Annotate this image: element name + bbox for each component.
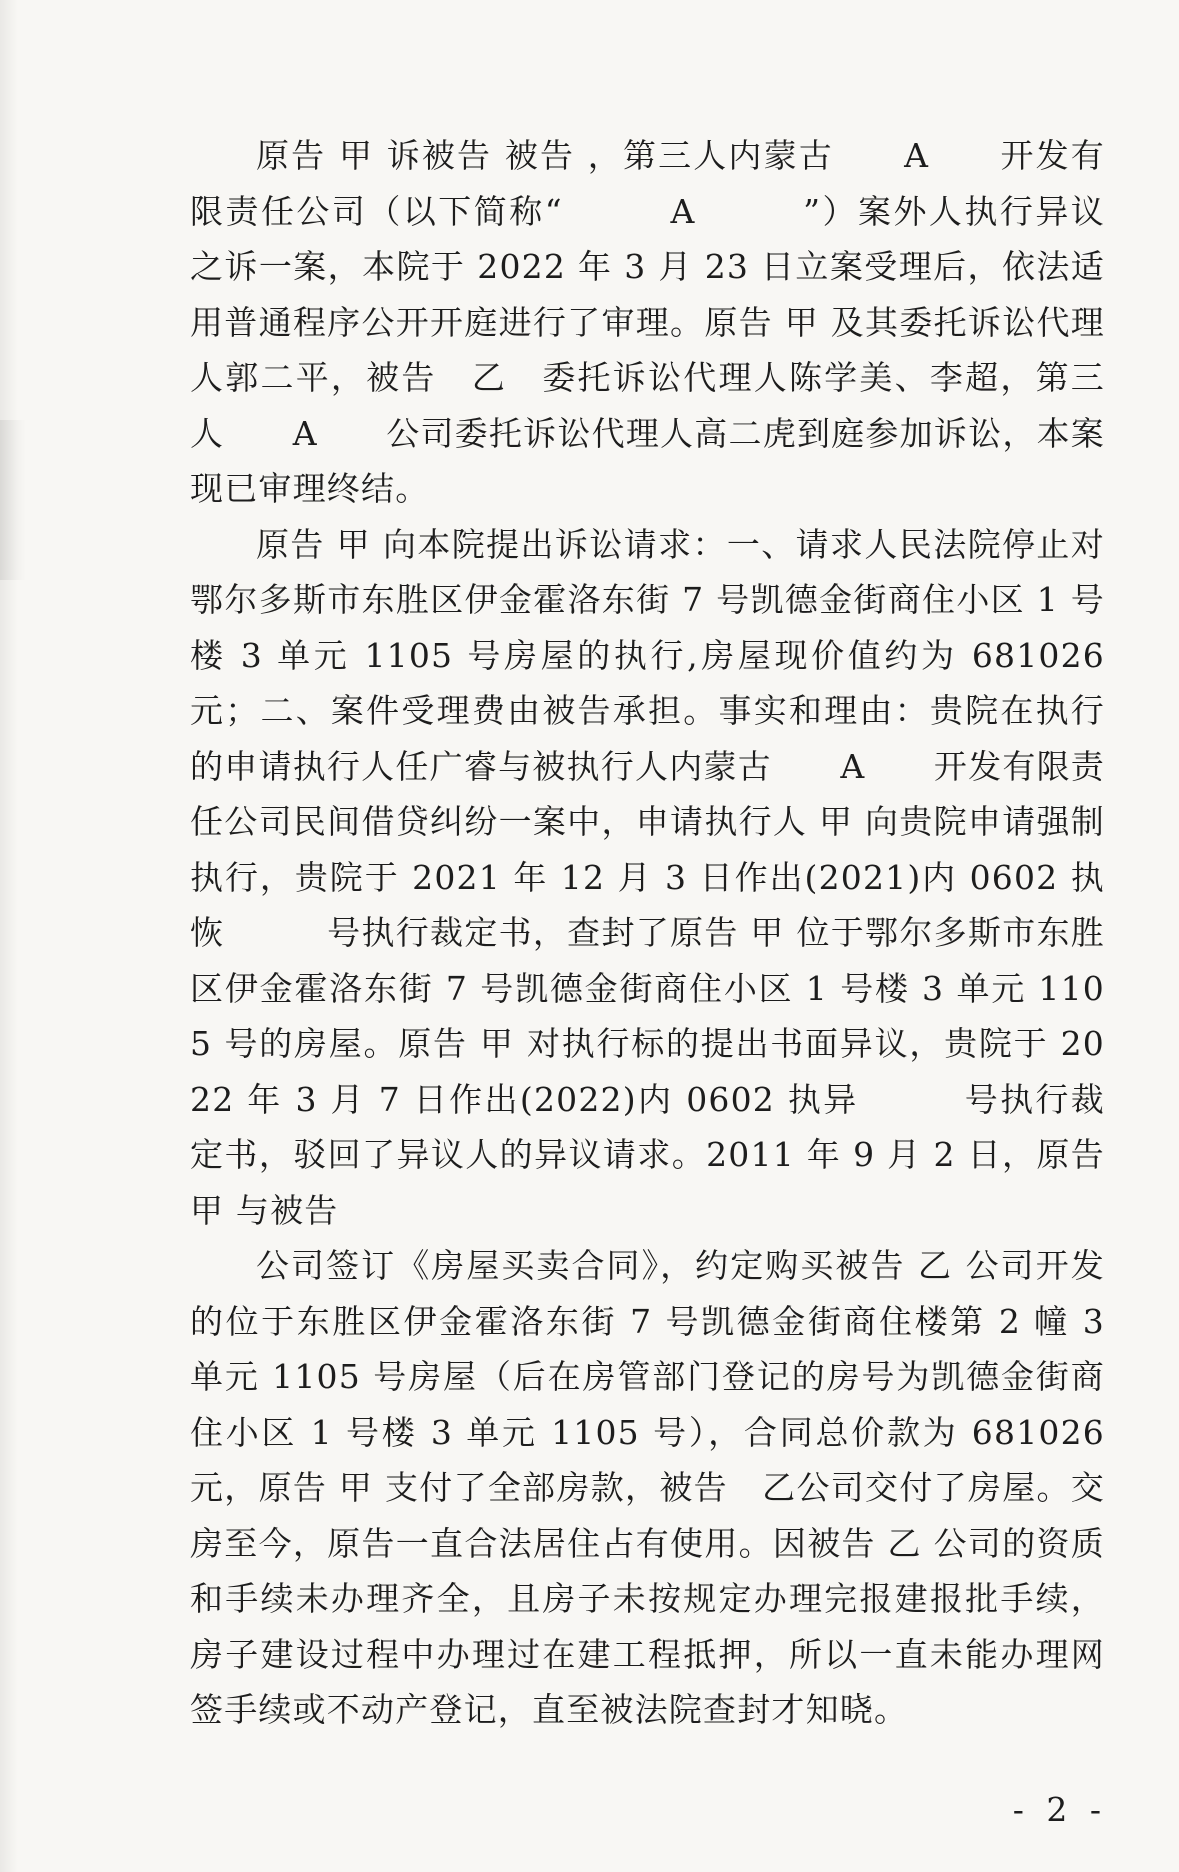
paragraph-case-intro: 原告 甲 诉被告 被告 ，第三人内蒙古 A 开发有限责任公司（以下简称“ A ”）案外人执行异议之诉一案，本院于 2022 年 3 月 23 日立案受理后，依法适用普通程序公开开庭进行了审理。原告 甲 及其委托诉讼代理人郭二平，被告 乙 委托诉讼代理人陈学美、李超，第三人 A 公司委托诉讼代理人高二虎到庭参加诉讼，本案现已审理终结。 (190, 136, 1105, 508)
paragraph-contract: 公司签订《房屋买卖合同》，约定购买被告 乙 公司开发的位于东胜区伊金霍洛东街 7 号凯德金街商住楼第 2 幢 3 单元 1105 号房屋（后在房管部门登记的房号为凯德金街商住小区 1 号楼 3 单元 1105 号），合同总价款为 681026 元，原告 甲 支付了全部房款，被告 乙公司交付了房屋。交房至今，原告一直合法居住占有使用。因被告 乙 公司的资质和手续未办理齐全，且房子未按规定办理完报建报批手续，房子建设过程中办理过在建工程抵押，所以一直未能办理网签手续或不动产登记，直至被法院查封才知晓。 (190, 1246, 1105, 1729)
paragraph-claims: 原告 甲 向本院提出诉讼请求：一、请求人民法院停止对鄂尔多斯市东胜区伊金霍洛东街 7 号凯德金街商住小区 1 号楼 3 单元 1105 号房屋的执行,房屋现价值约为 681026 元；二、案件受理费由被告承担。事实和理由：贵院在执行的申请执行人任广睿与被执行人内蒙古 A 开发有限责任公司民间借贷纠纷一案中，申请执行人 甲 向贵院申请强制执行，贵院于 2021 年 12 月 3 日作出(2021)内 0602 执恢 号执行裁定书，查封了原告 甲 位于鄂尔多斯市东胜区伊金霍洛东街 7 号凯德金街商住小区 1 号楼 3 单元 1105 号的房屋。原告 甲 对执行标的提出书面异议，贵院于 2022 年 3 月 7 日作出(2022)内 0602 执异 号执行裁定书，驳回了异议人的异议请求。2011 年 9 月 2 日，原告 甲 与被告 (190, 524, 1105, 1230)
scan-shadow (0, 420, 26, 580)
page-number: - 2 - (1012, 1790, 1107, 1829)
document-body (190, 128, 1105, 1738)
